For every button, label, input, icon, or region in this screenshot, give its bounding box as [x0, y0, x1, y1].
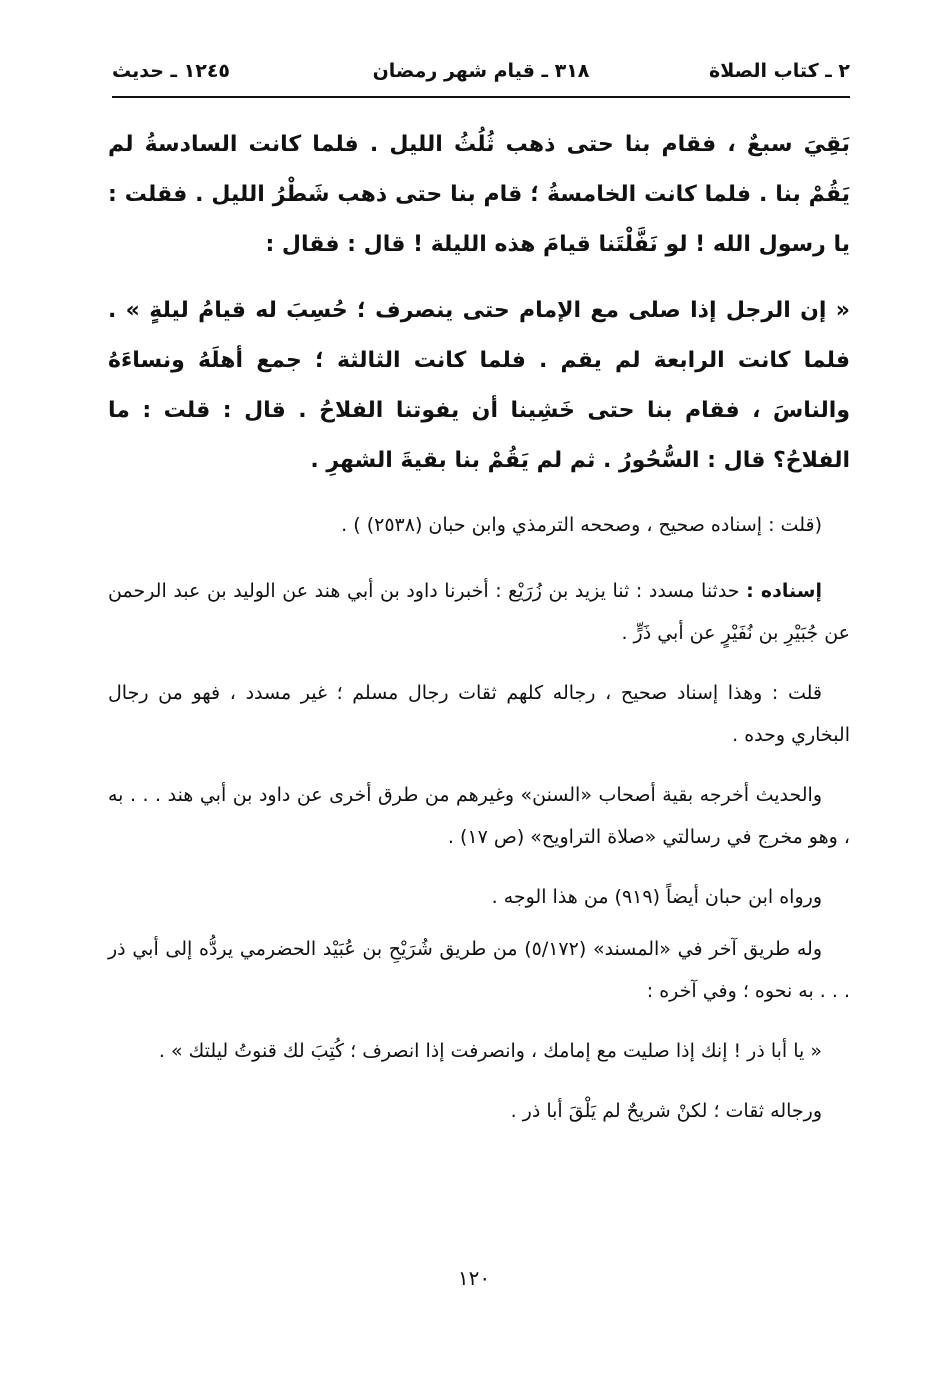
- quoted-narration: « يا أبا ذر ! إنك إذا صليت مع إمامك ، وانصرفت إذا انصرف ؛ كُتِبَ لك قنوتُ ليلتك » .: [158, 1040, 822, 1062]
- isnad-text: حدثنا مسدد : ثنا يزيد بن زُرَيْع : أخبرنا داود بن أبي هند عن الوليد بن عبد الرحمن عن جُبَيْرِ بن نُفَيْرٍ عن أبي ذَرٍّ .: [108, 580, 850, 644]
- isnad-label: إسناده :: [746, 580, 822, 602]
- commentary-paragraph: وله طريق آخر في «المسند» (٥/١٧٢) من طريق شُرَيْحِ بن عُبَيْد الحضرمي يردُّه إلى أبي ذر . . . به نحوه ؛ وفي آخره :: [108, 938, 850, 1002]
- section-title: ٣١٨ ـ قيام شهر رمضان: [372, 60, 590, 82]
- hadith-text-continuation: بَقِيَ سبعٌ ، فقام بنا حتى ذهب ثُلُثُ الليل . فلما كانت السادسةُ لم يَقُمْ بنا . فلما كانت الخامسةُ ؛ قام بنا حتى ذهب شَطْرُ الليل . فقلت : يا رسول الله ! لو نَفَّلْتَنا قيامَ هذه الليلة ! قال : فقال :: [108, 132, 850, 257]
- header-divider: [112, 96, 850, 98]
- page-number: ١٢٠: [457, 1266, 491, 1290]
- running-head: [112, 58, 850, 90]
- commentary-paragraph: ورجاله ثقات ؛ لكنْ شريحٌ لم يَلْقَ أبا ذر .: [510, 1100, 822, 1122]
- commentary-paragraph: قلت : وهذا إسناد صحيح ، رجاله كلهم ثقات رجال مسلم ؛ غير مسدد ، فهو من رجال البخاري وحده .: [108, 682, 850, 746]
- isnad-paragraph: [108, 570, 850, 654]
- commentary-paragraph: والحديث أخرجه بقية أصحاب «السنن» وغيرهم من طرق أخرى عن داود بن أبي هند . . . به ، وهو مخرج في رسالتي «صلاة التراويح» (ص ١٧) .: [108, 784, 850, 848]
- hadith-number: ١٢٤٥ ـ حديث: [112, 60, 231, 82]
- page-body: [108, 120, 850, 1140]
- book-chapter-label: ٢ ـ كتاب الصلاة: [709, 60, 850, 82]
- hadith-text-quote: « إن الرجل إذا صلى مع الإمام حتى ينصرف ؛ حُسِبَ له قيامُ ليلةٍ » . فلما كانت الرابعة لم يقم . فلما كانت الثالثة ؛ جمع أهلَهُ ونساءَهُ والناسَ ، فقام بنا حتى خَشِينا أن يفوتنا الفلاحُ . قال : قلت : ما الفلاحُ؟ قال : السُّحُورُ . ثم لم يَقُمْ بنا بقيةَ الشهرِ .: [108, 298, 850, 473]
- commentary-paragraph: ورواه ابن حبان أيضاً (٩١٩) من هذا الوجه .: [491, 886, 822, 908]
- grading-note: (قلت : إسناده صحيح ، وصححه الترمذي وابن حبان (٢٥٣٨) ) .: [341, 514, 822, 536]
